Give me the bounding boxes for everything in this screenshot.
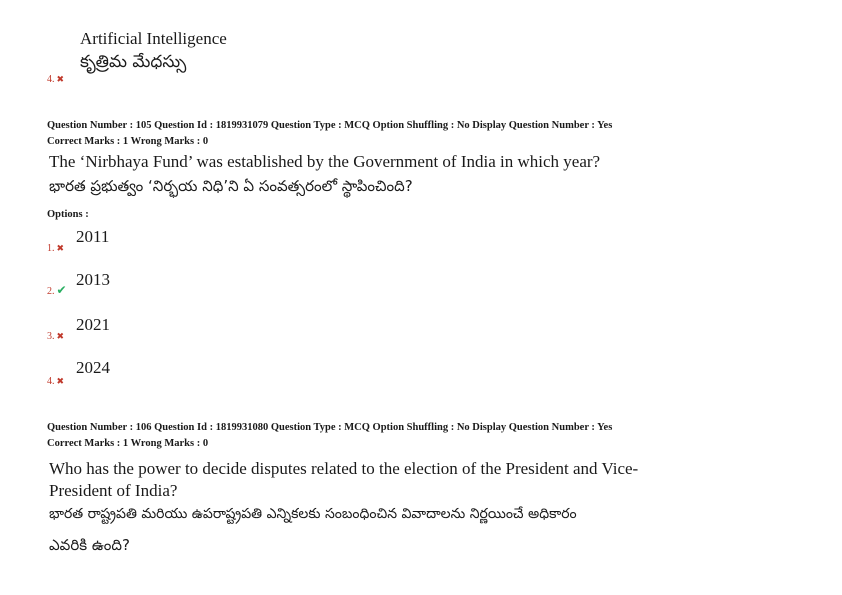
q105-text-en: The ‘Nirbhaya Fund’ was established by the Government of India in which year? [49,152,601,171]
wrong-mark-icon: ✖ [56,243,65,253]
option-marker-2 [47,281,67,299]
previous-option-text-en: Artificial Intelligence [80,29,227,48]
option-number: 4. [47,376,55,387]
previous-option-number: 4. [47,74,55,85]
q106-text-te-line2: ఎవరికి ఉంది? [49,536,130,554]
option-text-4: 2024 [76,358,110,377]
q106-text-te-line1: భారత రాష్ట్రపతి మరియు ఉపరాష్ట్రపతి ఎన్నికలకు సంబంధించిన వివాదాలను నిర్ణయించే అధికారం [49,506,577,522]
option-text-3: 2021 [76,315,110,334]
options-label: Options : [47,209,89,220]
option-marker-4 [47,371,64,389]
q106-meta-line1: Question Number : 106 Question Id : 1819931080 Question Type : MCQ Option Shuffling : No Display Question Number : Yes [47,422,613,433]
wrong-mark-icon: ✖ [56,376,65,386]
q106-text-en-line1: Who has the power to decide disputes related to the election of the President and Vice- [49,459,639,478]
q105-text-te: భారత ప్రభుత్వం ‘నిర్భయ నిధి’ని ఏ సంవత్సరంలో స్థాపించింది? [49,177,413,195]
q105-meta-line1: Question Number : 105 Question Id : 1819931079 Question Type : MCQ Option Shuffling : No Display Question Number : Yes [47,120,613,131]
option-marker-3 [47,326,64,344]
option-number: 2. [47,286,55,297]
option-text-2: 2013 [76,270,110,289]
option-text-1: 2011 [76,227,110,246]
option-marker-1 [47,238,64,256]
q105-meta-line2: Correct Marks : 1 Wrong Marks : 0 [47,136,209,147]
correct-check-icon: ✔ [56,283,67,297]
wrong-mark-icon: ✖ [56,74,65,84]
wrong-mark-icon: ✖ [56,331,65,341]
previous-option-marker [47,69,64,87]
previous-option-text-te: కృత్రిమ మేధస్సు [80,52,187,72]
q106-meta-line2: Correct Marks : 1 Wrong Marks : 0 [47,438,209,449]
option-number: 3. [47,331,55,342]
option-number: 1. [47,243,55,254]
q106-text-en-line2: President of India? [49,481,178,500]
